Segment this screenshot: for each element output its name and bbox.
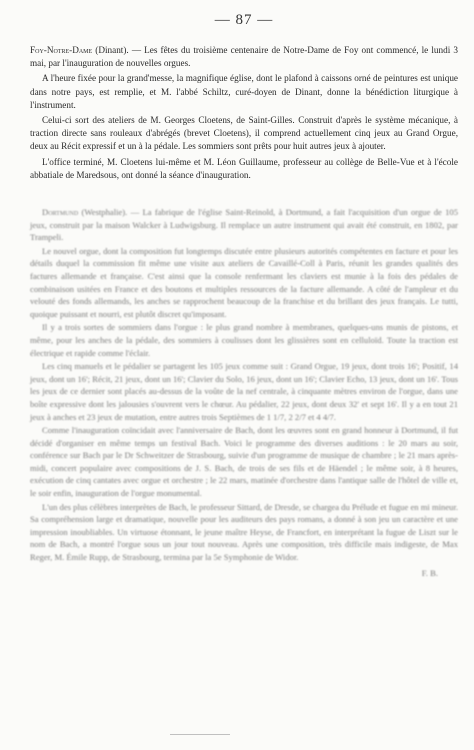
place-name: Foy-Notre-Dame xyxy=(30,45,93,55)
page-number: — 87 — xyxy=(214,12,274,28)
paragraph: Comme l'inauguration coïncidait avec l'anniversaire de Bach, dont les œuvres sont en grand honneur à Dortmund, il fut décidé d'organiser en même temps un festival Bach. Voici le programme des diverses auditions : le 20 mars au soir, conférence sur Bach par le Dr Schweitzer de Strasbourg, suivie d'un programme de musique de chambre ; le 21 mars après-midi, concert populaire avec compositions de J. S. Bach, de trois de ses fils et de Häendel ; le même soir, à 8 heures, exécution de cinq cantates avec orgue et orchestre ; le 22 mars, matinée d'orchestre dans l'antique salle de l'hôtel de ville et, le soir enfin, inauguration de l'orgue monumental. xyxy=(30,425,458,499)
paragraph: Les cinq manuels et le pédalier se partagent les 105 jeux comme suit : Grand Orgue, 19 jeux, dont trois 16'; Positif, 14 jeux, dont un 16'; Récit, 21 jeux, dont un 16'; Clavier du Solo, 16 jeux, dont un 16'; Clavier Echo, 13 jeux, dont un 16'. Tous les jeux de ce dernier sont placés au-dessus de la voûte de la nef centrale, à cinquante mètres environ de l'orgue, dans une boîte expressive dont les jalousies s'ouvrent vers le chœur. Au pédalier, 22 jeux, dont deux 32' et sept 16'. Il y a en tout 21 jeux à anches et 23 jeux de mutation, entre autres trois Septièmes de 1 1/7, 2 2/7 et 4 4/7. xyxy=(30,361,458,422)
news-item-foy-notre-dame xyxy=(30,44,458,184)
paragraph xyxy=(30,206,458,244)
paragraph: L'un des plus célèbres interprètes de Bach, le professeur Sittard, de Dresde, se chargea du Prélude et fugue en mi mineur. Sa compréhension large et dramatique, nouvelle pour les auditeurs des pays romans, a donné à son jeu un caractère et une impression inoubliables. Un virtuose étonnant, le jeune maître Heyse, de Francfort, en interprétant la fugue de Liszt sur le nom de Bach, a montré l'orgue sous un jour tout nouveau. Après une composition, très difficile mais indigeste, de Max Reger, M. Émile Rupp, de Strasbourg, termina par la 5e Symphonie de Widor. xyxy=(30,501,458,563)
news-item-dortmund xyxy=(30,206,458,578)
paragraph xyxy=(30,44,458,70)
bottom-rule xyxy=(170,734,230,735)
paragraph: L'office terminé, M. Cloetens lui-même et M. Léon Guillaume, professeur au collège de Belle-Vue et à l'école abbatiale de Maredsous, ont donné la séance d'inauguration. xyxy=(30,156,458,180)
paragraph: Le nouvel orgue, dont la composition fut longtemps discutée entre plusieurs autorités compétentes en facture et pour les détails duquel la commission fit même une visite aux ateliers de Cavaillé-Coll à Paris, réunit les grandes qualités des factures allemande et française. C'est ainsi que la console renfermant les claviers est munie à la fois des pédales de combinaison usitées en France et des boutons et multiples ressources de la facture allemande. A côté de l'ampleur et du velouté des fonds allemands, les anches se rapprochent beaucoup de la franchise et du brillant des jeux français. Le tutti, quoique puissant et nourri, est plutôt discret qu'imposant. xyxy=(30,245,458,319)
paragraph-text: (Dinant). — Les fêtes du troisième centenaire de Notre-Dame de Foy ont commencé, le lundi 3 mai, par l'inauguration de nouvelles orgues. xyxy=(30,45,458,69)
author-signature: F. B. xyxy=(421,567,438,578)
paragraph: Celui-ci sort des ateliers de M. Georges Cloetens, de Saint-Gilles. Construit d'après le système mécanique, à traction directe sans rouleaux d'abrégés (brevet Cloetens), il comprend actuellement cinq jeux au Grand Orgue, deux au Récit expressif et un à la pédale. Les sommiers sont prêts pour huit autres jeux à ajouter. xyxy=(30,115,458,152)
paragraph-text: (Westphalie). — La fabrique de l'église Saint-Reinold, à Dortmund, a fait l'acquisition d'un orgue de 105 jeux, construit par la maison Walcker à Ludwigsburg. Il remplace un autre instrument qui avait été construit, en 1802, par Trampeli. xyxy=(30,207,458,243)
paragraph: A l'heure fixée pour la grand'messe, la magnifique église, dont le plafond à caissons orné de peintures est unique dans notre pays, est remplie, et M. l'abbé Schiltz, curé-doyen de Dinant, donne la bénédiction liturgique à l'instrument. xyxy=(30,73,458,110)
paragraph: Il y a trois sortes de sommiers dans l'orgue : le plus grand nombre à membranes, quelques-uns munis de pistons, et même, pour les anches de la pédale, des sommiers à coulisses dont les glissières sont en celluloïd. Toute la traction est électrique et rapide comme l'éclair. xyxy=(30,322,458,358)
place-name: Dortmund xyxy=(42,207,79,217)
